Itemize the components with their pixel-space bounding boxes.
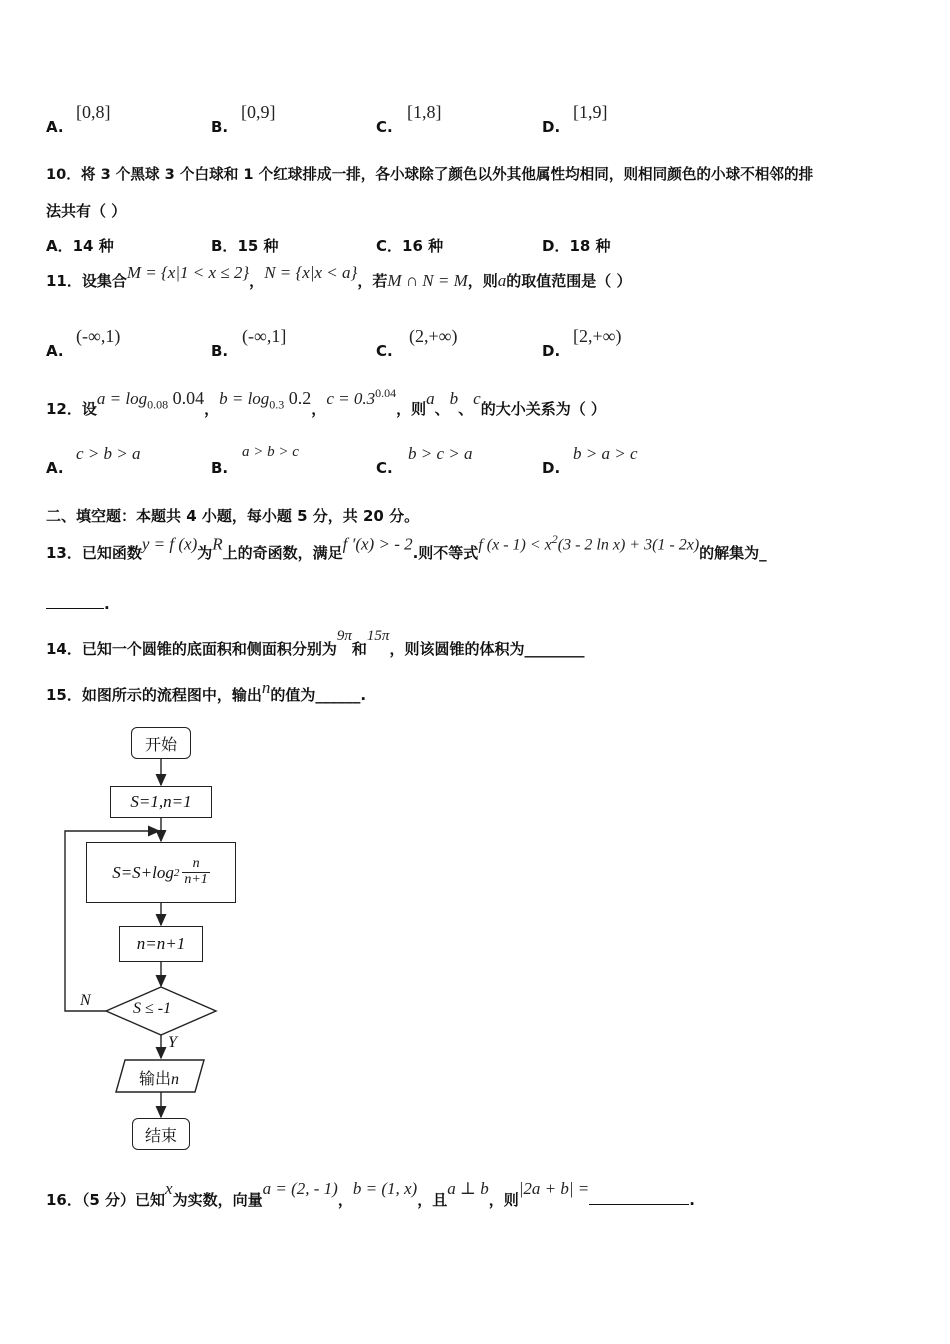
q13-suffix: 的解集为_ (699, 544, 767, 563)
flowchart-step (86, 842, 236, 903)
q12-option-c-value: b > c > a (408, 444, 473, 463)
q11-option-c-value: (2,+∞) (409, 326, 458, 346)
q12-var-c: c (473, 389, 481, 408)
q12-c-expr: c = 0.3 (326, 389, 376, 408)
flowchart-start: 开始 (131, 727, 191, 759)
q14-and: 和 (351, 640, 367, 658)
q9-option-d-letter: D. (542, 118, 561, 136)
q11-mid2: ，则 (467, 272, 498, 290)
q9-option-c-letter: C. (376, 118, 393, 136)
q12-b-arg: 0.2 (284, 388, 312, 408)
q13-ineq-b: (3 - 2 ln x) + 3(1 - 2x) (557, 536, 700, 554)
q13-deriv: f ′(x) > - 2 (342, 534, 413, 554)
q10-text-line2: 法共有（ ） (46, 202, 127, 220)
q12-sep2: ， (311, 400, 327, 418)
q14-lateral-area: 15π (366, 628, 390, 644)
q11-suffix: 的取值范围是（ ） (506, 272, 632, 290)
q16-end: . (689, 1191, 695, 1209)
q11-option-d-letter: D. (542, 342, 561, 360)
q12-c-exp: 0.04 (375, 386, 397, 400)
q12-option-a-letter: A. (46, 459, 64, 477)
q13-ineq-sup: 2 (551, 532, 558, 546)
q12-option-d-value: b > a > c (573, 444, 638, 463)
q12-dun1: 、 (434, 400, 450, 418)
q10-option-b-value: 15 种 (237, 237, 279, 255)
q11-var-a: a (497, 271, 507, 290)
q13-mid2: 上的奇函数，满足 (222, 544, 343, 563)
q16-answer-blank[interactable] (589, 1190, 689, 1209)
q10-option-a-letter: A． (46, 237, 73, 255)
q12-option-b-letter: B. (211, 459, 229, 477)
q11-set-m: M = {x|1 < x ≤ 2} (126, 263, 250, 282)
flowchart-increment: n=n+1 (119, 926, 203, 962)
q12-option-b-value: a > b > c (242, 444, 299, 460)
flowchart-output-text: 输出n (139, 1069, 180, 1088)
flowchart-step-base: 2 (173, 866, 180, 879)
flowchart-init: S=1,n=1 (110, 786, 212, 818)
q16-mid1: 为实数，向量 (172, 1191, 263, 1209)
q15-var-n: n (261, 678, 271, 697)
q11-option-c-letter: C. (376, 342, 393, 360)
q15-prefix: 15．如图所示的流程图中，输出 (46, 686, 262, 704)
q16-mid3: ，则 (488, 1191, 519, 1209)
q10-option-d-value: 18 种 (569, 237, 611, 255)
flowchart-yes-label: Y (168, 1034, 177, 1051)
q11-option-a-value: (-∞,1) (76, 326, 121, 346)
q11-option-a-letter: A. (46, 342, 64, 360)
q12-option-d-letter: D. (542, 459, 561, 477)
q12-b-expr: b = log (219, 389, 270, 408)
q9-option-a-letter: A. (46, 118, 64, 136)
q11-set-n: N = {x|x < a} (264, 263, 358, 282)
flowchart-step-fraction: n n+1 (184, 856, 208, 887)
q13-prefix: 13．已知函数 (46, 544, 142, 563)
q16-expr: |2a + b| = (518, 1179, 590, 1198)
q13-mid3: .则不等式 (412, 544, 479, 563)
q10-option-b-letter: B． (211, 237, 238, 255)
flowchart-end: 结束 (132, 1118, 190, 1150)
q9-option-d-value: [1,9] (573, 102, 608, 122)
q12-sep1: ， (204, 400, 220, 418)
q11-condition: M ∩ N = M (387, 271, 468, 290)
q9-option-b-value: [0,9] (241, 102, 276, 122)
section-heading: 二、填空题：本题共 4 小题，每小题 5 分，共 20 分。 (46, 507, 420, 525)
q16-vector-b: b = (1, x) (352, 1179, 418, 1198)
q11-option-b-letter: B. (211, 342, 229, 360)
q12-a-base: 0.08 (147, 397, 169, 412)
q16-perp: a ⊥ b (447, 1179, 489, 1198)
q12-mid: ，则 (396, 400, 427, 418)
q12-a-arg: 0.04 (168, 388, 205, 408)
q12-option-c-letter: C. (376, 459, 393, 477)
q16-sep: ， (337, 1191, 353, 1209)
q16-mid2: ，且 (417, 1191, 448, 1209)
q12-option-a-value: c > b > a (76, 444, 141, 463)
q14-base-area: 9π (336, 628, 352, 644)
flowchart-step-text: S=S+log (112, 862, 174, 882)
q9-option-a-value: [0,8] (76, 102, 111, 122)
q11-option-d-value: [2,+∞) (573, 326, 622, 346)
q14-suffix: ，则该圆锥的体积为________ (389, 640, 585, 658)
q12-var-a: a (426, 389, 435, 408)
q12-b-base: 0.3 (269, 397, 285, 412)
q13-func: y = f (x) (141, 534, 198, 554)
q11-sep: ， (249, 272, 265, 290)
q9-option-b-letter: B. (211, 118, 229, 136)
flowchart-condition-text: S ≤ -1 (133, 1000, 172, 1017)
q13-R: R (212, 534, 223, 554)
q14-prefix: 14．已知一个圆锥的底面积和侧面积分别为 (46, 640, 337, 658)
q11-prefix: 11．设集合 (46, 272, 127, 290)
q11-mid: ，若 (357, 272, 388, 290)
q10-option-c-value: 16 种 (402, 237, 444, 255)
q13-ineq-a: f (x - 1) < x (478, 536, 552, 554)
q15-suffix: 的值为______. (270, 686, 367, 704)
q12-dun2: 、 (458, 400, 474, 418)
q10-option-c-letter: C． (376, 237, 403, 255)
q12-suffix: 的大小关系为（ ） (480, 400, 606, 418)
flowchart-no-label: N (80, 992, 91, 1009)
q9-option-c-value: [1,8] (407, 102, 442, 122)
q12-a-expr: a = log (96, 389, 148, 408)
q13-end: . (104, 595, 110, 613)
q16-stem (46, 1178, 695, 1209)
q10-option-d-letter: D． (542, 237, 570, 255)
q10-option-a-value: 14 种 (72, 237, 114, 255)
q16-var-x: x (165, 1179, 173, 1198)
q12-var-b: b (449, 389, 459, 408)
q12-prefix: 12．设 (46, 400, 97, 418)
q13-mid1: 为 (197, 544, 213, 563)
q16-prefix: 16．（5 分）已知 (46, 1191, 166, 1209)
q16-vector-a: a = (2, - 1) (262, 1179, 338, 1198)
q11-option-b-value: (-∞,1] (242, 326, 287, 346)
q10-text-line1: 10．将 3 个黑球 3 个白球和 1 个红球排成一排，各小球除了颜色以外其他属性均相同，则相同颜色的小球不相邻的排 (46, 166, 814, 183)
